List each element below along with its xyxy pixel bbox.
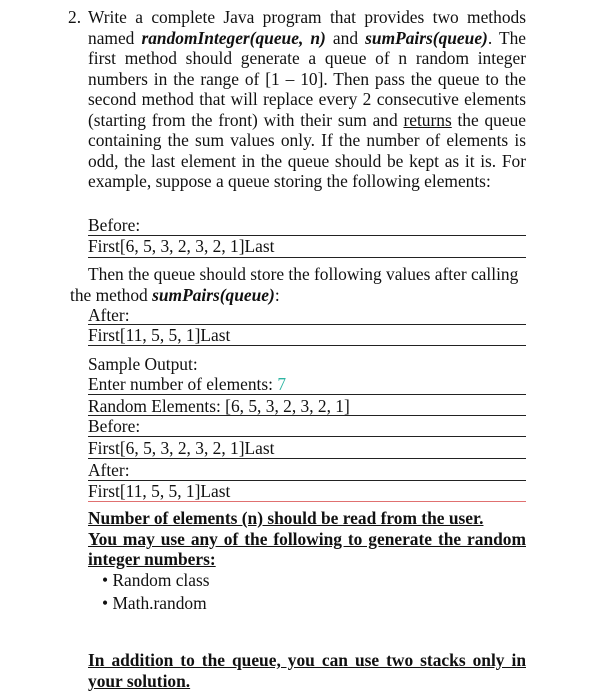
method-random-integer: randomInteger(queue, n) bbox=[141, 27, 326, 48]
example-before-value: First[6, 5, 3, 2, 3, 2, 1]Last bbox=[88, 236, 275, 256]
sample-prompt-line bbox=[88, 374, 526, 394]
example-after-label: After: bbox=[88, 305, 130, 325]
then-text: Then the queue should store the following values after calling the method bbox=[70, 264, 519, 305]
then-paragraph bbox=[70, 264, 526, 306]
method-sum-pairs-ref: sumPairs(queue) bbox=[152, 285, 275, 305]
divider bbox=[88, 345, 526, 346]
sample-before-label: Before: bbox=[88, 416, 141, 436]
then-colon: : bbox=[274, 285, 280, 305]
question-text-part-1: Write a complete Java program that provides two methods named bbox=[88, 7, 526, 48]
sample-after-label: After: bbox=[88, 460, 130, 480]
bullet-item: • Random class bbox=[102, 570, 210, 590]
sample-output-title: Sample Output: bbox=[88, 354, 198, 374]
bullet-item: • Math.random bbox=[102, 593, 207, 613]
divider bbox=[88, 458, 526, 459]
sample-random-elements: Random Elements: [6, 5, 3, 2, 3, 2, 1] bbox=[88, 396, 350, 416]
sample-after-value: First[11, 5, 5, 1]Last bbox=[88, 481, 231, 501]
question-number: 2. bbox=[68, 7, 82, 27]
example-after-value: First[11, 5, 5, 1]Last bbox=[88, 325, 231, 345]
divider-red bbox=[88, 501, 526, 502]
note-generate: You may use any of the following to generate the random integer numbers: bbox=[88, 529, 526, 569]
bullet-random-class: Random class bbox=[112, 570, 210, 590]
bullet-math-random: Math.random bbox=[112, 593, 207, 613]
divider bbox=[88, 257, 526, 258]
note-read-n: Number of elements (n) should be read from the user. bbox=[88, 508, 484, 528]
question-text-part-2: and bbox=[325, 27, 366, 48]
divider bbox=[88, 436, 526, 437]
note-stacks: In addition to the queue, you can use two stacks only in your solution. bbox=[88, 650, 526, 691]
question-paragraph bbox=[68, 7, 526, 192]
sample-prompt: Enter number of elements: bbox=[88, 374, 278, 394]
returns-underlined: returns bbox=[403, 109, 452, 130]
example-before-label: Before: bbox=[88, 215, 141, 235]
sample-input: 7 bbox=[277, 374, 287, 394]
method-sum-pairs: sumPairs(queue) bbox=[365, 27, 488, 48]
question-text-part-3: . The first method should generate a queue of n random integer numbers in the range of [1 – 10]. Then pass the queue to the second method that will replace every 2 consecutive elements (starting from the front) with their sum and bbox=[88, 27, 526, 130]
question-text-part-4: the queue containing the sum values only. If the number of elements is odd, the last element in the queue should be kept as it is. For example, suppose a queue storing the following elements: bbox=[88, 109, 526, 191]
sample-before-value: First[6, 5, 3, 2, 3, 2, 1]Last bbox=[88, 438, 275, 458]
divider bbox=[88, 394, 526, 395]
